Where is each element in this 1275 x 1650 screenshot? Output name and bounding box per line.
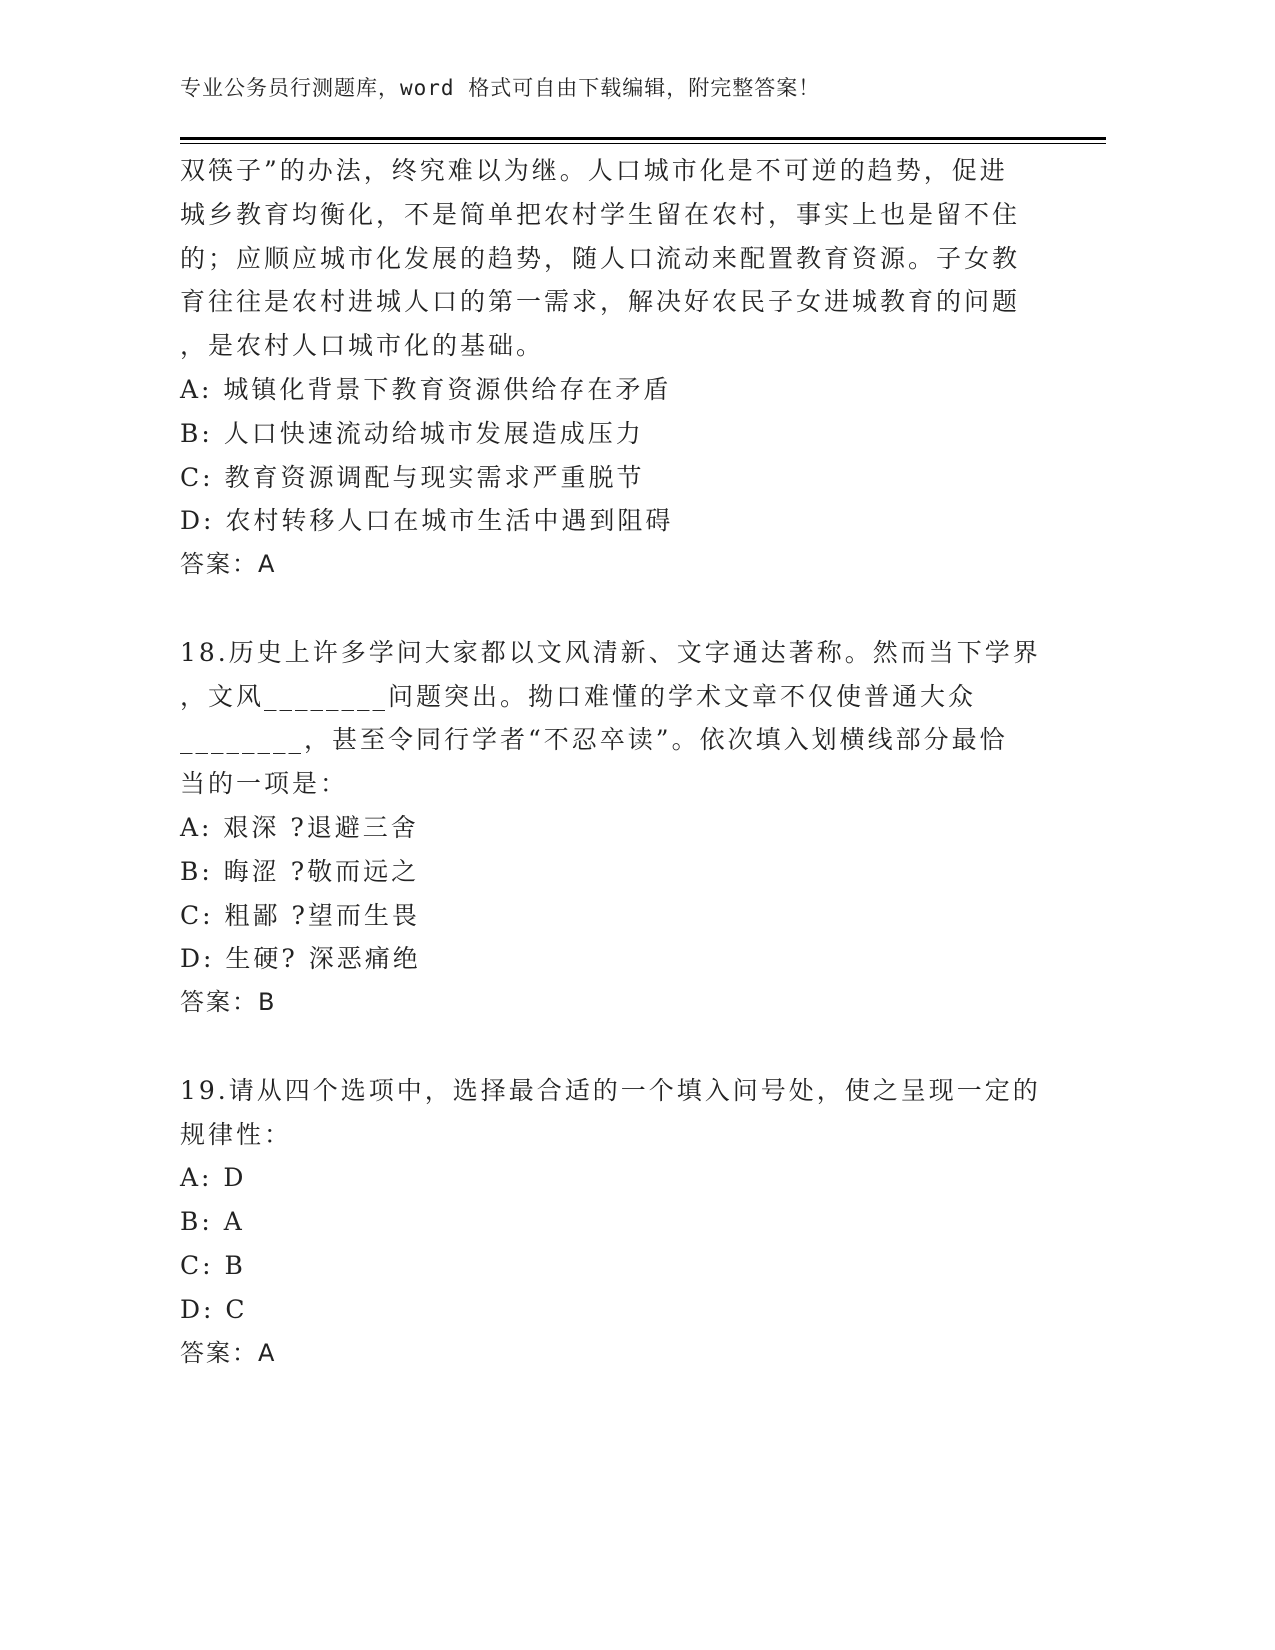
question-line: 19.请从四个选项中，选择最合适的一个填入问号处，使之呈现一定的 bbox=[180, 1075, 1041, 1105]
answer-line: 答案：A bbox=[180, 550, 277, 579]
question-line: 18.历史上许多学问大家都以文风清新、文字通达著称。然而当下学界 bbox=[180, 637, 1041, 667]
header-rule-thin bbox=[180, 143, 1106, 144]
option-a: A: 城镇化背景下教育资源供给存在矛盾 bbox=[180, 374, 672, 404]
option-d: D: C bbox=[180, 1294, 248, 1324]
option-d: D: 农村转移人口在城市生活中遇到阻碍 bbox=[180, 506, 674, 536]
spacer bbox=[180, 587, 1080, 631]
question-line: ，文风________问题突出。拗口难懂的学术文章不仅使普通大众 bbox=[180, 681, 977, 711]
option-c: C: B bbox=[180, 1250, 246, 1280]
spacer bbox=[180, 1025, 1080, 1069]
question-18 bbox=[180, 631, 1080, 1025]
option-b: B: 人口快速流动给城市发展造成压力 bbox=[180, 418, 644, 448]
option-b: B: 晦涩 ?敬而远之 bbox=[180, 856, 420, 886]
header-rule-thick bbox=[180, 137, 1106, 140]
document-body bbox=[180, 149, 1080, 1375]
option-d: D: 生硬? 深恶痛绝 bbox=[180, 944, 421, 974]
passage-line: 育往往是农村进城人口的第一需求，解决好农民子女进城教育的问题 bbox=[180, 287, 1021, 317]
option-c: C: 粗鄙 ?望而生畏 bbox=[180, 900, 420, 930]
question-17 bbox=[180, 149, 1080, 587]
passage-line: ，是农村人口城市化的基础。 bbox=[180, 331, 545, 361]
answer-line: 答案：A bbox=[180, 1338, 277, 1367]
passage-line: 双筷子”的办法，终究难以为继。人口城市化是不可逆的趋势，促进 bbox=[180, 156, 1008, 185]
passage-line: 的；应顺应城市化发展的趋势，随人口流动来配置教育资源。子女教 bbox=[180, 243, 1021, 273]
option-a: A: D bbox=[180, 1163, 247, 1193]
question-line: 当的一项是： bbox=[180, 769, 349, 799]
option-a: A: 艰深 ?退避三舍 bbox=[180, 812, 419, 842]
option-b: B: A bbox=[180, 1207, 245, 1237]
question-19 bbox=[180, 1069, 1080, 1376]
page-header: 专业公务员行测题库，word 格式可自由下载编辑，附完整答案！ bbox=[180, 76, 821, 100]
answer-line: 答案：B bbox=[180, 988, 277, 1017]
question-line: 规律性： bbox=[180, 1119, 293, 1149]
question-line: ________，甚至令同行学者“不忍卒读”。依次填入划横线部分最恰 bbox=[180, 725, 1008, 755]
option-c: C: 教育资源调配与现实需求严重脱节 bbox=[180, 462, 645, 492]
passage-line: 城乡教育均衡化，不是简单把农村学生留在农村，事实上也是留不住 bbox=[180, 199, 1021, 229]
